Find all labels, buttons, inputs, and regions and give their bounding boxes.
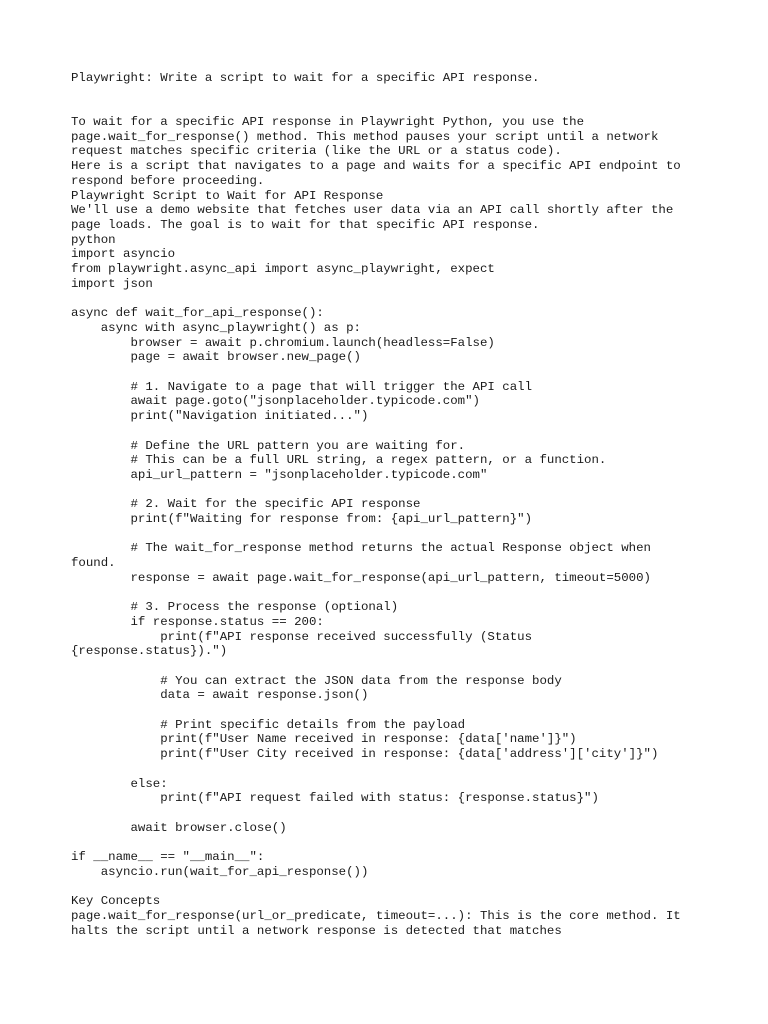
text-line: page.wait_for_response() method. This method pauses your script until a network bbox=[71, 129, 659, 144]
text-line bbox=[71, 586, 701, 601]
text-line: print(f"User Name received in response: {data['name']}") bbox=[71, 732, 577, 747]
text-line bbox=[71, 703, 701, 718]
text-line: page = await browser.new_page() bbox=[71, 350, 361, 365]
text-line: else: bbox=[71, 776, 168, 791]
text-line: await browser.close() bbox=[71, 820, 287, 835]
text-line: # This can be a full URL string, a regex pattern, or a function. bbox=[71, 453, 607, 468]
text-line: Playwright Script to Wait for API Response bbox=[71, 188, 384, 203]
text-line: request matches specific criteria (like the URL or a status code). bbox=[71, 144, 562, 159]
text-line: respond before proceeding. bbox=[71, 173, 265, 188]
text-line bbox=[71, 424, 701, 439]
text-line: # 3. Process the response (optional) bbox=[71, 600, 399, 615]
text-line bbox=[71, 483, 701, 498]
text-line: data = await response.json() bbox=[71, 688, 369, 703]
text-line: print(f"Waiting for response from: {api_url_pattern}") bbox=[71, 512, 533, 526]
text-line: response = await page.wait_for_response(api_url_pattern, timeout=5000) bbox=[71, 570, 651, 585]
text-line: page loads. The goal is to wait for that specific API response. bbox=[71, 218, 540, 232]
document-page bbox=[71, 71, 701, 938]
text-line: halts the script until a network response is detected that matches bbox=[71, 923, 562, 938]
text-line: api_url_pattern = "jsonplaceholder.typicode.com" bbox=[71, 467, 488, 482]
text-line: page.wait_for_response(url_or_predicate, timeout=...): This is the core method. It bbox=[71, 908, 681, 923]
text-line bbox=[71, 292, 701, 307]
text-line: found. bbox=[71, 556, 116, 571]
text-line: browser = await p.chromium.launch(headless=False) bbox=[71, 335, 495, 350]
text-line bbox=[71, 762, 701, 777]
text-line: print("Navigation initiated...") bbox=[71, 409, 369, 424]
text-line: if response.status == 200: bbox=[71, 614, 324, 629]
text-line: Here is a script that navigates to a page and waits for a specific API endpoint to bbox=[71, 159, 681, 174]
text-line: # You can extract the JSON data from the response body bbox=[71, 673, 562, 688]
text-line bbox=[71, 879, 701, 894]
text-line: print(f"API request failed with status: {response.status}") bbox=[71, 791, 599, 806]
text-line: Key Concepts bbox=[71, 894, 161, 909]
text-line: if __name__ == "__main__": bbox=[71, 850, 265, 865]
text-line bbox=[71, 806, 701, 821]
document-title: Playwright: Write a script to wait for a specific API response. bbox=[71, 71, 540, 85]
text-line: async def wait_for_api_response(): bbox=[71, 306, 324, 321]
text-line bbox=[71, 86, 701, 101]
text-line: # Define the URL pattern you are waiting for. bbox=[71, 438, 466, 453]
text-line: python bbox=[71, 232, 116, 247]
text-line bbox=[71, 365, 701, 380]
text-line: # Print specific details from the payload bbox=[71, 717, 466, 732]
text-line: {response.status}).") bbox=[71, 644, 228, 659]
text-line: async with async_playwright() as p: bbox=[71, 320, 361, 335]
text-line: print(f"User City received in response: {data['address']['city']}") bbox=[71, 747, 659, 762]
text-line: import asyncio bbox=[71, 247, 176, 262]
text-line: import json bbox=[71, 276, 153, 291]
text-line: To wait for a specific API response in Playwright Python, you use the bbox=[71, 115, 585, 130]
text-line bbox=[71, 659, 701, 674]
text-line: print(f"API response received successfully (Status bbox=[71, 629, 533, 644]
text-line: We'll use a demo website that fetches user data via an API call shortly after the bbox=[71, 203, 674, 218]
text-line: await page.goto("jsonplaceholder.typicode.com") bbox=[71, 394, 480, 409]
text-line: # The wait_for_response method returns the actual Response object when bbox=[71, 541, 651, 556]
text-line bbox=[71, 527, 701, 542]
text-line: # 2. Wait for the specific API response bbox=[71, 497, 421, 512]
text-line: # 1. Navigate to a page that will trigger the API call bbox=[71, 379, 533, 394]
text-line bbox=[71, 835, 701, 850]
text-line bbox=[71, 100, 701, 115]
text-line: from playwright.async_api import async_playwright, expect bbox=[71, 262, 495, 277]
text-line: asyncio.run(wait_for_api_response()) bbox=[71, 864, 369, 879]
